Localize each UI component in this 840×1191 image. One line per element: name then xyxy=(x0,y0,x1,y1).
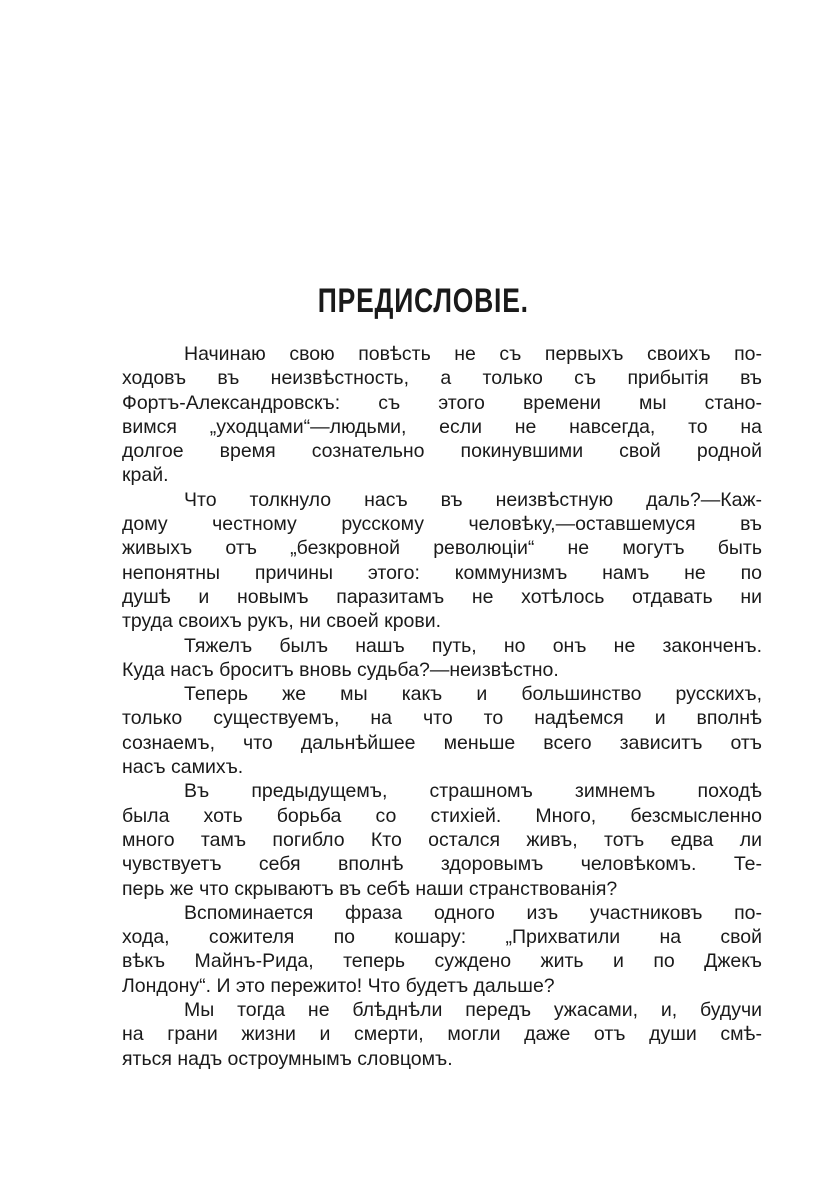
text-line: много тамъ погибло Кто остался живъ, тотъ едва ли xyxy=(122,828,762,851)
text-line: Что толкнуло насъ въ неизвѣстную даль?—Каж- xyxy=(184,488,762,511)
text-line: непонятны причины этого: коммунизмъ намъ не по xyxy=(122,561,762,584)
text-line: только существуемъ, на что то надѣемся и вполнѣ xyxy=(122,707,762,730)
text-line: Начинаю свою повѣсть не съ первыхъ своихъ по- xyxy=(184,343,762,365)
text-line: яться надъ остроумнымъ словцомъ. xyxy=(122,1047,453,1070)
text-line: живыхъ отъ „безкровной революціи“ не могутъ быть xyxy=(122,537,762,560)
text-line: Фортъ-Александровскъ: съ этого времени мы стано- xyxy=(122,391,762,414)
preface-text xyxy=(122,342,762,1071)
text-line: Вспоминается фраза одного изъ участниковъ по- xyxy=(184,901,762,924)
text-line: чувствуетъ себя вполнѣ здоровымъ человѣкомъ. Те- xyxy=(122,853,762,876)
text-line: насъ самихъ. xyxy=(122,756,244,779)
text-line: душѣ и новымъ паразитамъ не хотѣлось отдавать ни xyxy=(122,585,762,608)
page-title: ПРЕДИСЛОВІЕ. xyxy=(317,282,529,320)
text-line: на грани жизни и смерти, могли даже отъ души смѣ- xyxy=(122,1023,762,1046)
text-line: Лондону“. И это пережито! Что будетъ дальше? xyxy=(122,974,555,997)
text-line: край. xyxy=(122,464,169,487)
text-line: Теперь же мы какъ и большинство русскихъ, xyxy=(184,683,762,706)
text-line: Тяжелъ былъ нашъ путь, но онъ не законченъ. xyxy=(184,634,762,657)
text-line: долгое время сознательно покинувшими свой родной xyxy=(122,440,762,463)
text-line: труда своихъ рукъ, ни своей крови. xyxy=(122,610,442,633)
text-line: Мы тогда не блѣднѣли передъ ужасами, и, будучи xyxy=(184,999,762,1022)
text-line: дому честному русскому человѣку,—оставшемуся въ xyxy=(122,513,762,536)
text-line: вѣкъ Майнъ-Рида, теперь суждено жить и по Джекъ xyxy=(122,950,762,973)
text-line: Куда насъ броситъ вновь судьба?—неизвѣстно. xyxy=(122,658,559,681)
text-line: сознаемъ, что дальнѣйшее меньше всего зависитъ отъ xyxy=(122,731,762,754)
text-line: ходовъ въ неизвѣстность, а только съ прибытія въ xyxy=(122,367,762,390)
text-line: хода, сожителя по кошару: „Прихватили на свой xyxy=(122,926,762,949)
text-line: вимся „уходцами“—людьми, если не навсегда, то на xyxy=(122,415,762,438)
text-line: была хоть борьба со стихіей. Много, безсмысленно xyxy=(122,804,762,827)
text-line: Въ предыдущемъ, страшномъ зимнемъ походѣ xyxy=(184,780,762,803)
text-line: перь же что скрываютъ въ себѣ наши странствованія? xyxy=(122,877,618,900)
